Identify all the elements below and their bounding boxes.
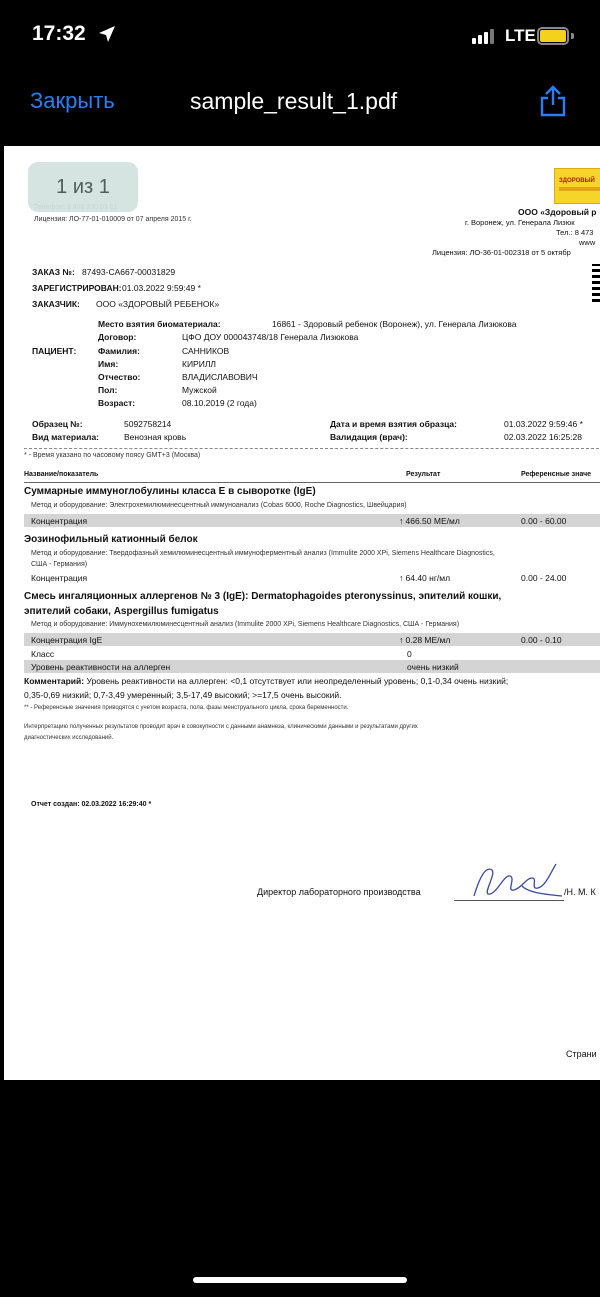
comment-line2: 0,35-0,69 низкий; 0,7-3,49 умеренный; 3,5-17,49 высокий; >=17,5 очень высокий. bbox=[24, 690, 342, 700]
comment-line1: Комментарий: Уровень реактивности на аллерген: <0,1 отсутствует или неопределенный уровень; 0,1-0,34 очень низкий; bbox=[24, 676, 509, 686]
file-title: sample_result_1.pdf bbox=[190, 88, 398, 114]
org-address: г. Воронеж, ул. Генерала Лизюк bbox=[465, 218, 575, 227]
director-name: /Н. М. К bbox=[564, 887, 596, 897]
test-method: Метод и оборудование: Иммунохемилюминесцентный анализ (Immulite 2000 XPi, Siemens Healthcare Diagnostics, США - Германия) bbox=[31, 621, 460, 628]
org-name: ООО «Здоровый р bbox=[518, 207, 597, 217]
test-result: ↑ 64.40 нг/мл bbox=[399, 573, 451, 583]
qr-code bbox=[592, 264, 600, 302]
validation-value: 02.03.2022 16:25:28 bbox=[504, 432, 582, 442]
license-right: Лицензия: ЛО-36-01-002318 от 5 октябр bbox=[432, 248, 571, 257]
test-param: Концентрация IgE bbox=[31, 635, 103, 645]
arrow-up-icon: ↑ bbox=[399, 573, 404, 583]
reactivity-label: Уровень реактивности на аллерген bbox=[31, 662, 171, 672]
test-result: ↑ 0.28 МЕ/мл bbox=[399, 635, 451, 645]
arrow-up-icon: ↑ bbox=[399, 635, 404, 645]
battery-icon bbox=[537, 27, 569, 45]
test-result: ↑ 466.50 МЕ/мл bbox=[399, 516, 460, 526]
location-arrow-icon bbox=[97, 24, 117, 44]
sex-label: Пол: bbox=[98, 385, 118, 395]
test-method: Метод и оборудование: Твердофазный хемилюминесцентный иммуноферментный анализ (Immulite 2000 XPi, Siemens Healthcare Diagnostics, bbox=[31, 550, 495, 557]
result-row-bg bbox=[24, 514, 600, 527]
divider bbox=[24, 448, 600, 449]
patronymic-label: Отчество: bbox=[98, 372, 141, 382]
license-left: Лицензия: ЛО-77-01-010009 от 07 апреля 2015 г. bbox=[34, 216, 192, 223]
test-title-cont: эпителий собаки, Aspergillus fumigatus bbox=[24, 606, 219, 617]
test-reference: 0.00 - 0.10 bbox=[521, 635, 562, 645]
signature-line bbox=[454, 900, 564, 901]
customer-label: ЗАКАЗЧИК: bbox=[32, 299, 80, 309]
home-indicator[interactable] bbox=[193, 1277, 407, 1283]
class-label: Класс bbox=[31, 649, 55, 659]
reactivity-value: очень низкий bbox=[407, 662, 459, 672]
name-value: КИРИЛЛ bbox=[182, 359, 216, 369]
test-title: Суммарные иммуноглобулины класса Е в сыворотке (IgE) bbox=[24, 486, 316, 497]
place-value: 16861 - Здоровый ребенок (Воронеж), ул. Генерала Лизюкова bbox=[272, 319, 517, 329]
signal-icon bbox=[472, 29, 494, 44]
org-www: www bbox=[579, 238, 596, 247]
test-reference: 0.00 - 60.00 bbox=[521, 516, 567, 526]
sample-label: Образец №: bbox=[32, 419, 83, 429]
validation-label: Валидация (врач): bbox=[330, 432, 408, 442]
status-time: 17:32 bbox=[32, 22, 86, 45]
test-method-cont: США - Германия) bbox=[31, 561, 88, 568]
customer-value: ООО «ЗДОРОВЫЙ РЕБЕНОК» bbox=[96, 299, 220, 309]
tz-note: * - Время указано по часовому поясу GMT+3 (Москва) bbox=[24, 452, 201, 459]
test-title: Смесь ингаляционных аллергенов № 3 (IgE): Dermatophagoides pteronyssinus, эпителий кошки, bbox=[24, 591, 502, 602]
director-label: Директор лабораторного производства bbox=[257, 887, 421, 897]
col-name-header: Название/показатель bbox=[24, 471, 99, 478]
close-button[interactable]: Закрыть bbox=[30, 88, 115, 113]
class-value: 0 bbox=[407, 649, 412, 659]
table-header-line bbox=[24, 482, 600, 483]
registered-label: ЗАРЕГИСТРИРОВАН: bbox=[32, 283, 122, 293]
surname-value: САННИКОВ bbox=[182, 346, 230, 356]
share-icon[interactable] bbox=[537, 84, 569, 118]
test-method: Метод и оборудование: Электрохемилюминесцентный иммуноанализ (Cobas 6000, Roche Diagnostics, Швейцария) bbox=[31, 502, 407, 509]
reference-note: ** - Референсные значения приводятся с учетом возраста, пола, фазы менструального цикла, срока беременности. bbox=[24, 705, 349, 711]
arrow-up-icon: ↑ bbox=[399, 516, 404, 526]
surname-label: Фамилия: bbox=[98, 346, 140, 356]
place-label: Место взятия биоматериала: bbox=[98, 319, 221, 329]
contract-label: Договор: bbox=[98, 332, 137, 342]
col-result-header: Результат bbox=[406, 471, 441, 478]
page-number-label: Страни bbox=[566, 1049, 597, 1059]
material-value: Венозная кровь bbox=[124, 432, 187, 442]
org-phone: Тел.: 8 473 bbox=[556, 228, 594, 237]
age-value: 08.10.2019 (2 года) bbox=[182, 398, 257, 408]
network-label: LTE bbox=[505, 26, 536, 45]
taken-label: Дата и время взятия образца: bbox=[330, 419, 457, 429]
order-label: ЗАКАЗ №: bbox=[32, 267, 75, 277]
sex-value: Мужской bbox=[182, 385, 217, 395]
result-row-bg bbox=[24, 633, 600, 646]
col-reference-header: Референсные значе bbox=[521, 471, 592, 478]
interpretation-line2: диагностических исследований. bbox=[24, 735, 114, 741]
patronymic-value: ВЛАДИСЛАВОВИЧ bbox=[182, 372, 258, 382]
test-param: Концентрация bbox=[31, 516, 88, 526]
age-label: Возраст: bbox=[98, 398, 136, 408]
pdf-page[interactable] bbox=[4, 146, 600, 1080]
order-value: 87493-CA667-00031829 bbox=[82, 267, 176, 277]
material-label: Вид материала: bbox=[32, 432, 100, 442]
lab-logo: ЗДОРОВЫЙ bbox=[554, 168, 600, 204]
taken-value: 01.03.2022 9:59:46 * bbox=[504, 419, 583, 429]
page-indicator: 1 из 1 bbox=[28, 162, 138, 212]
sample-value: 5092758214 bbox=[124, 419, 172, 429]
signature-image bbox=[466, 856, 566, 904]
battery-nub bbox=[571, 33, 574, 39]
contract-value: ЦФО ДОУ 000043748/18 Генерала Лизюкова bbox=[182, 332, 359, 342]
report-created: Отчет создан: 02.03.2022 16:29:40 * bbox=[31, 801, 152, 808]
registered-value: 01.03.2022 9:59:49 * bbox=[122, 283, 201, 293]
test-param: Концентрация bbox=[31, 573, 88, 583]
test-title: Эозинофильный катионный белок bbox=[24, 534, 198, 545]
patient-section-label: ПАЦИЕНТ: bbox=[32, 346, 77, 356]
name-label: Имя: bbox=[98, 359, 119, 369]
interpretation-line1: Интерпретацию полученных результатов проводит врач в совокупности с данными анамнеза, клиническими данными и результатами других bbox=[24, 724, 418, 730]
test-reference: 0.00 - 24.00 bbox=[521, 573, 567, 583]
